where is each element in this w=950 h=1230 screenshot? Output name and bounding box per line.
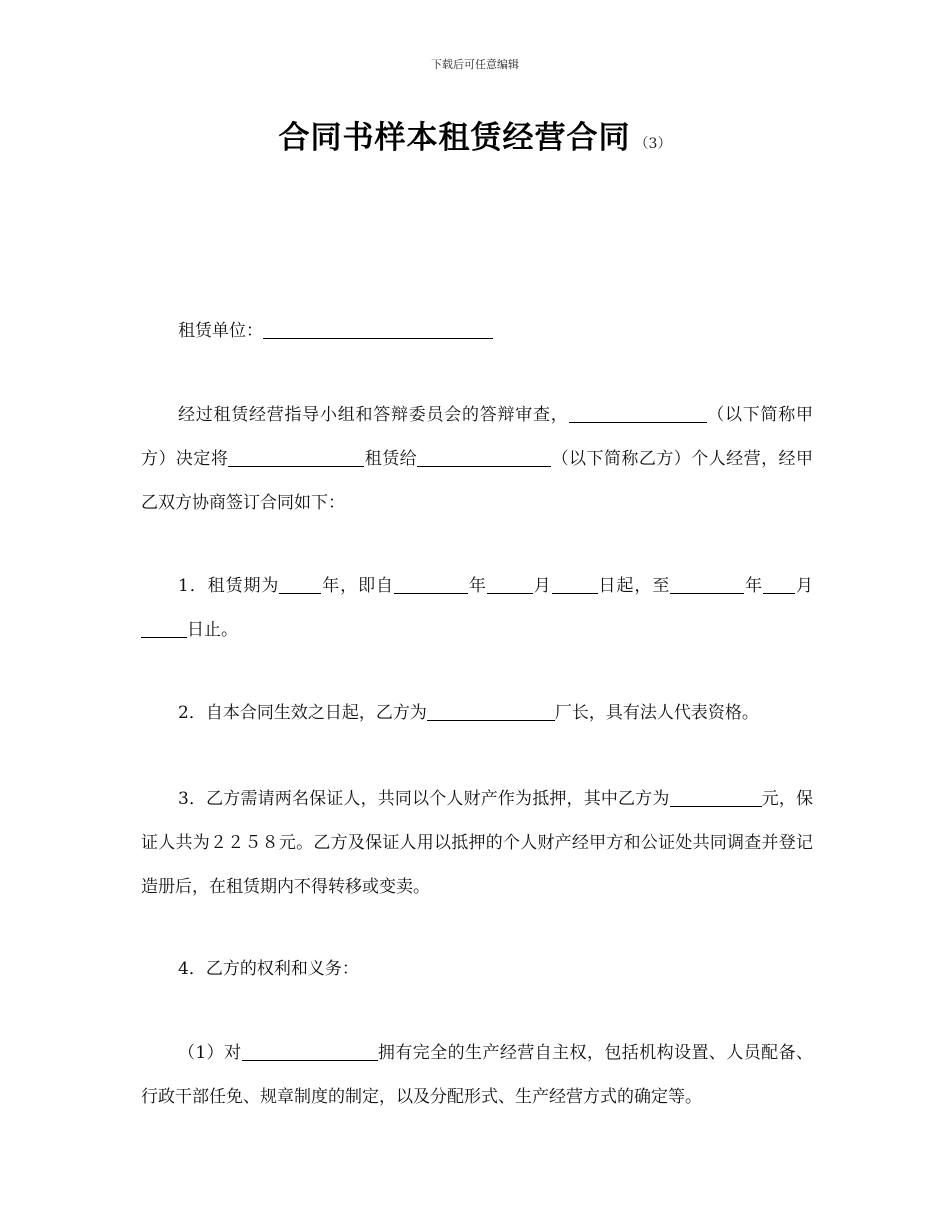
intro-text-3: 租赁给 [364, 449, 418, 469]
clause-1-text-8: 日止。 [187, 620, 238, 640]
blank-field [141, 619, 187, 638]
clause-3-text-1: 3．乙方需请两名保证人，共同以个人财产作为抵押，其中乙方为 [178, 789, 670, 809]
intro-text-2: （以下简称甲方）决定将 [141, 405, 813, 469]
clause-1-text-4: 月 [532, 576, 552, 596]
clause-3-text-2: 元，保证人共为２２５８元。乙方及保证人用以抵押的个人财产经甲方和公证处共同调查并登记造册后，在租赁期内不得转移或变卖。 [141, 789, 814, 897]
clause-2-text-1: 2．自本合同生效之日起，乙方为 [178, 703, 427, 723]
document-title: 合同书样本租赁经营合同 [278, 120, 631, 156]
clause-4-1 [141, 1031, 813, 1119]
blank-field [242, 1042, 378, 1061]
blank-field [394, 575, 468, 594]
lessee-unit-label: 租赁单位： [178, 321, 263, 341]
clause-4-heading: 4．乙方的权利和义务： [178, 959, 359, 979]
document-title-block [0, 112, 950, 157]
blank-field [263, 320, 493, 339]
blank-field [279, 575, 321, 594]
intro-paragraph [141, 393, 813, 525]
clause-1-text-2: 年，即自 [321, 576, 394, 596]
intro-text-4: （以下简称乙方）个人经营，经甲乙双方协商签订合同如下： [141, 449, 814, 513]
blank-field [228, 448, 364, 467]
clause-1-text-5: 日起，至 [597, 576, 671, 596]
document-title-suffix: （3） [634, 136, 672, 152]
blank-field [552, 575, 598, 594]
clause-1-text-1: 1．租赁期为 [178, 576, 280, 596]
blank-field [417, 448, 551, 467]
blank-field [487, 575, 533, 594]
blank-field [427, 702, 555, 721]
clause-1-text-7: 月 [795, 576, 814, 596]
clause-4 [141, 947, 813, 991]
clause-1-text-6: 年 [744, 576, 764, 596]
clause-4-1-text-1: （1）对 [178, 1043, 242, 1063]
clause-4-1-text-2: 拥有完全的生产经营自主权，包括机构设置、人员配备、行政干部任免、规章制度的制定，以及分配形式、生产经营方式的确定等。 [141, 1043, 813, 1107]
clause-1 [141, 564, 813, 652]
intro-text-1: 经过租赁经营指导小组和答辩委员会的答辩审查， [178, 405, 569, 425]
blank-field [670, 788, 762, 807]
blank-field [763, 575, 795, 594]
clause-3 [141, 777, 813, 909]
clause-1-text-3: 年 [467, 576, 487, 596]
blank-field [670, 575, 744, 594]
blank-field [569, 404, 707, 423]
header-note: 下载后可任意编辑 [431, 58, 519, 71]
lessee-unit-line [141, 309, 813, 353]
clause-2-text-2: 厂长，具有法人代表资格。 [554, 703, 759, 723]
clause-2 [141, 691, 813, 735]
